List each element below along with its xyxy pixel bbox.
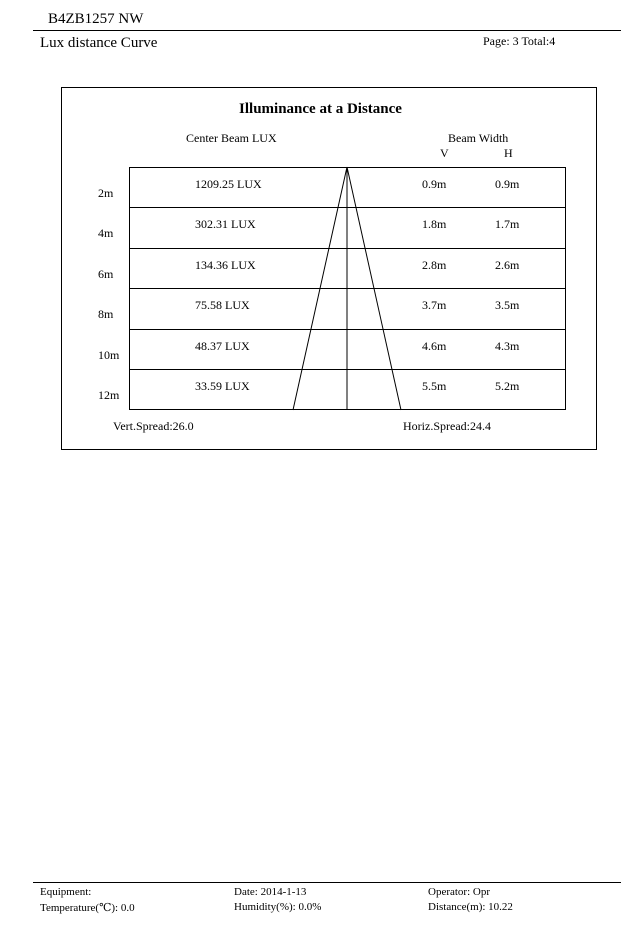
row-distance-label: 2m (98, 186, 114, 200)
row-beam-width-v: 1.8m (422, 217, 447, 231)
row-beam-width-h: 4.3m (495, 339, 520, 353)
row-beam-width-v: 3.7m (422, 298, 447, 312)
row-beam-width-v: 4.6m (422, 339, 447, 353)
footer-operator: Operator: Opr (428, 886, 491, 898)
row-beam-width-v: 0.9m (422, 177, 447, 191)
row-beam-width-h: 1.7m (495, 217, 520, 231)
horiz-spread: Horiz.Spread:24.4 (403, 419, 491, 433)
row-distance-label: 4m (98, 226, 114, 240)
row-beam-width-h: 2.6m (495, 258, 520, 272)
beam-left-edge (293, 167, 347, 410)
row-beam-width-v: 2.8m (422, 258, 447, 272)
center-beam-header: Center Beam LUX (186, 131, 277, 145)
footer-date: Date: 2014-1-13 (234, 886, 307, 898)
footer-divider (33, 882, 621, 883)
row-beam-width-h: 3.5m (495, 298, 520, 312)
beam-width-v-header: V (440, 146, 449, 160)
row-distance-label: 6m (98, 267, 114, 281)
page-info: Page: 3 Total:4 (483, 34, 556, 48)
row-beam-width-h: 5.2m (495, 379, 520, 393)
document-title: Lux distance Curve (40, 35, 158, 51)
vert-spread: Vert.Spread:26.0 (113, 419, 194, 433)
row-center-lux: 1209.25 LUX (195, 177, 262, 191)
footer-distance: Distance(m): 10.22 (428, 901, 513, 913)
chart-title: Illuminance at a Distance (239, 101, 402, 117)
footer-equipment: Equipment: (40, 886, 92, 898)
row-beam-width-v: 5.5m (422, 379, 447, 393)
row-center-lux: 134.36 LUX (195, 258, 256, 272)
row-beam-width-h: 0.9m (495, 177, 520, 191)
document-id: B4ZB1257 NW (48, 11, 144, 27)
beam-width-header: Beam Width (448, 131, 509, 145)
beam-width-h-header: H (504, 146, 513, 160)
row-distance-label: 8m (98, 307, 114, 321)
row-distance-label: 12m (98, 388, 120, 402)
row-center-lux: 48.37 LUX (195, 339, 250, 353)
beam-right-edge (347, 167, 401, 410)
row-center-lux: 302.31 LUX (195, 217, 256, 231)
row-distance-label: 10m (98, 348, 120, 362)
footer-humidity: Humidity(%): 0.0% (234, 901, 322, 913)
row-center-lux: 75.58 LUX (195, 298, 250, 312)
footer-temperature: Temperature(℃): 0.0 (40, 902, 135, 914)
row-center-lux: 33.59 LUX (195, 379, 250, 393)
